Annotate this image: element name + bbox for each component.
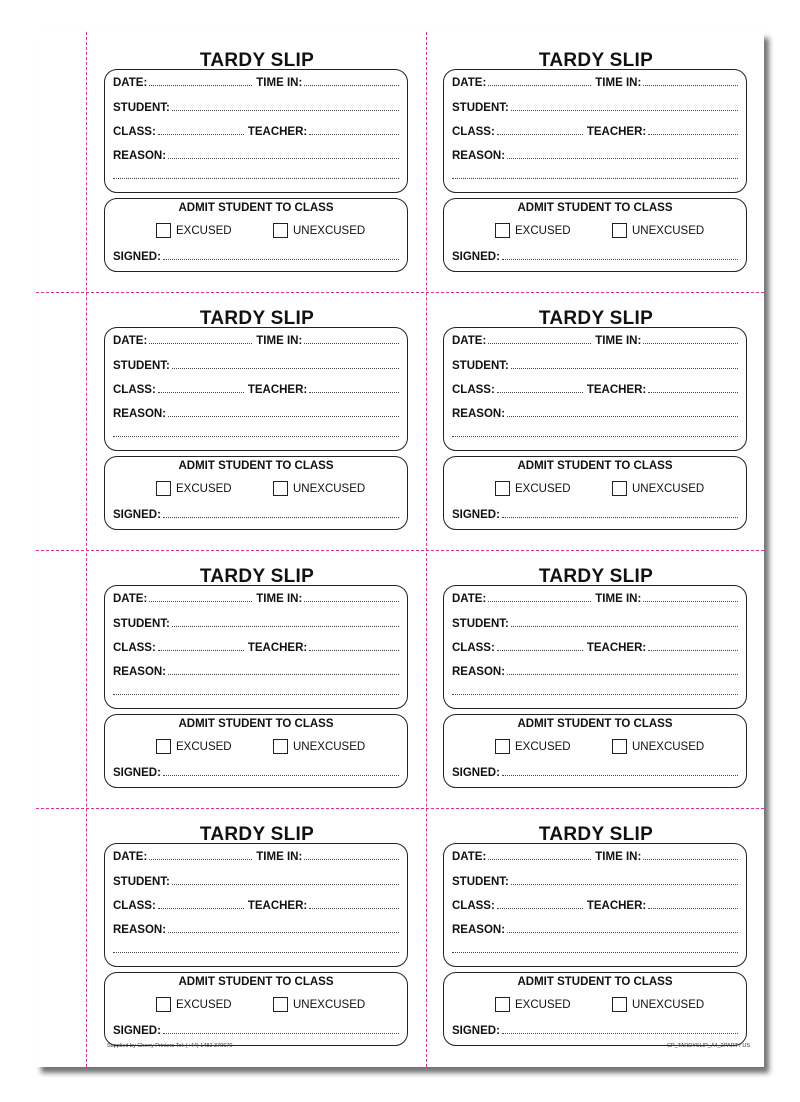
reason-row xyxy=(113,404,399,420)
signed-row xyxy=(113,1021,399,1037)
signed-label: SIGNED: xyxy=(452,767,500,779)
class-label: CLASS: xyxy=(452,126,495,138)
reason-row xyxy=(452,404,738,420)
unexcused-checkbox[interactable] xyxy=(273,739,288,754)
tardy-slip-5 xyxy=(104,548,410,806)
time-in-field[interactable] xyxy=(304,858,399,860)
reason-extra-row xyxy=(113,682,399,698)
student-label: STUDENT: xyxy=(452,102,509,114)
admit-label: ADMIT STUDENT TO CLASS xyxy=(178,202,334,214)
class-field[interactable] xyxy=(497,649,583,651)
date-field[interactable] xyxy=(488,600,591,602)
date-field[interactable] xyxy=(149,342,252,344)
reason-label: REASON: xyxy=(452,924,506,936)
excused-checkbox[interactable] xyxy=(495,481,510,496)
tardy-slip-sheet xyxy=(36,32,764,1067)
reason-label: REASON: xyxy=(113,666,167,678)
date-time-row xyxy=(113,589,399,605)
reason-extra-row xyxy=(452,166,738,182)
student-field[interactable] xyxy=(511,109,738,111)
unexcused-checkbox[interactable] xyxy=(612,997,627,1012)
signed-field[interactable] xyxy=(163,516,399,518)
admit-label: ADMIT STUDENT TO CLASS xyxy=(178,718,334,730)
excused-checkbox[interactable] xyxy=(495,739,510,754)
student-label: STUDENT: xyxy=(113,876,170,888)
teacher-label: TEACHER: xyxy=(247,900,308,912)
reason-extra-field[interactable] xyxy=(113,177,399,179)
unexcused-option[interactable] xyxy=(612,997,704,1012)
tardy-slip-3 xyxy=(104,290,410,548)
excused-option[interactable] xyxy=(495,997,571,1012)
unexcused-checkbox[interactable] xyxy=(273,481,288,496)
student-field[interactable] xyxy=(511,883,738,885)
admit-box xyxy=(443,972,747,1046)
teacher-field[interactable] xyxy=(309,391,399,393)
time-in-label: TIME IN: xyxy=(256,77,303,89)
admit-label: ADMIT STUDENT TO CLASS xyxy=(517,718,673,730)
date-field[interactable] xyxy=(488,84,591,86)
reason-extra-field[interactable] xyxy=(452,435,738,437)
reason-label: REASON: xyxy=(113,408,167,420)
excused-option[interactable] xyxy=(495,481,571,496)
unexcused-option[interactable] xyxy=(273,997,365,1012)
teacher-label: TEACHER: xyxy=(586,642,647,654)
teacher-label: TEACHER: xyxy=(586,126,647,138)
date-time-row xyxy=(452,331,738,347)
class-teacher-row xyxy=(113,896,399,912)
student-row xyxy=(113,872,399,888)
student-row xyxy=(452,872,738,888)
date-label: DATE: xyxy=(113,77,148,89)
class-label: CLASS: xyxy=(113,126,156,138)
slip-title: TARDY SLIP xyxy=(538,50,654,71)
excused-checkbox[interactable] xyxy=(156,739,171,754)
unexcused-label: UNEXCUSED xyxy=(632,740,705,753)
reason-field[interactable] xyxy=(168,931,399,933)
slip-details-box xyxy=(443,69,747,193)
signed-label: SIGNED: xyxy=(452,251,500,263)
student-field[interactable] xyxy=(172,625,399,627)
time-in-label: TIME IN: xyxy=(595,335,642,347)
slip-title: TARDY SLIP xyxy=(199,824,315,845)
teacher-field[interactable] xyxy=(648,133,738,135)
student-row xyxy=(452,356,738,372)
reason-label: REASON: xyxy=(113,924,167,936)
excused-option[interactable] xyxy=(156,223,232,238)
date-label: DATE: xyxy=(113,851,148,863)
unexcused-option[interactable] xyxy=(273,481,365,496)
date-field[interactable] xyxy=(149,600,252,602)
reason-field[interactable] xyxy=(507,673,738,675)
class-field[interactable] xyxy=(497,133,583,135)
date-field[interactable] xyxy=(488,342,591,344)
unexcused-checkbox[interactable] xyxy=(273,223,288,238)
tardy-slip-4 xyxy=(443,290,749,548)
signed-label: SIGNED: xyxy=(452,509,500,521)
teacher-field[interactable] xyxy=(309,907,399,909)
date-label: DATE: xyxy=(452,851,487,863)
reason-extra-field[interactable] xyxy=(113,435,399,437)
unexcused-checkbox[interactable] xyxy=(612,739,627,754)
date-label: DATE: xyxy=(113,335,148,347)
excused-label: EXCUSED xyxy=(515,224,571,237)
admit-box xyxy=(443,456,747,530)
time-in-label: TIME IN: xyxy=(256,851,303,863)
class-teacher-row xyxy=(452,638,738,654)
excused-label: EXCUSED xyxy=(176,740,232,753)
teacher-label: TEACHER: xyxy=(586,900,647,912)
reason-row xyxy=(452,146,738,162)
reason-field[interactable] xyxy=(507,931,738,933)
excused-checkbox[interactable] xyxy=(495,223,510,238)
student-field[interactable] xyxy=(511,367,738,369)
reason-extra-row xyxy=(452,682,738,698)
reason-label: REASON: xyxy=(452,150,506,162)
teacher-label: TEACHER: xyxy=(586,384,647,396)
excused-label: EXCUSED xyxy=(176,482,232,495)
admit-label: ADMIT STUDENT TO CLASS xyxy=(517,976,673,988)
student-row xyxy=(452,614,738,630)
reason-row xyxy=(113,146,399,162)
time-in-field[interactable] xyxy=(304,84,399,86)
class-field[interactable] xyxy=(158,649,244,651)
admit-box xyxy=(104,972,408,1046)
reason-extra-row xyxy=(452,424,738,440)
class-label: CLASS: xyxy=(113,384,156,396)
admit-label: ADMIT STUDENT TO CLASS xyxy=(517,202,673,214)
time-in-field[interactable] xyxy=(304,600,399,602)
signed-field[interactable] xyxy=(163,258,399,260)
time-in-field[interactable] xyxy=(643,342,738,344)
signed-row xyxy=(452,1021,738,1037)
date-label: DATE: xyxy=(113,593,148,605)
admit-label: ADMIT STUDENT TO CLASS xyxy=(517,460,673,472)
class-teacher-row xyxy=(113,380,399,396)
teacher-field[interactable] xyxy=(309,649,399,651)
excused-label: EXCUSED xyxy=(515,482,571,495)
student-label: STUDENT: xyxy=(452,360,509,372)
unexcused-checkbox[interactable] xyxy=(612,481,627,496)
reason-extra-row xyxy=(452,940,738,956)
unexcused-option[interactable] xyxy=(273,223,365,238)
time-in-field[interactable] xyxy=(643,600,738,602)
student-label: STUDENT: xyxy=(452,876,509,888)
reason-field[interactable] xyxy=(168,673,399,675)
excused-checkbox[interactable] xyxy=(156,997,171,1012)
signed-field[interactable] xyxy=(502,516,738,518)
footer-code: CP_TARDYSLIP_A4_2PART / US xyxy=(666,1043,750,1049)
excused-option[interactable] xyxy=(495,223,571,238)
excused-option[interactable] xyxy=(495,739,571,754)
slip-details-box xyxy=(104,327,408,451)
excused-checkbox[interactable] xyxy=(495,997,510,1012)
unexcused-option[interactable] xyxy=(273,739,365,754)
signed-field[interactable] xyxy=(502,258,738,260)
class-label: CLASS: xyxy=(113,642,156,654)
admit-box xyxy=(104,456,408,530)
admit-box xyxy=(443,714,747,788)
slip-title: TARDY SLIP xyxy=(199,566,315,587)
reason-label: REASON: xyxy=(113,150,167,162)
date-time-row xyxy=(113,331,399,347)
tardy-slip-7 xyxy=(104,806,410,1064)
reason-extra-field[interactable] xyxy=(452,177,738,179)
student-row xyxy=(452,98,738,114)
unexcused-option[interactable] xyxy=(612,481,704,496)
unexcused-option[interactable] xyxy=(612,739,704,754)
excused-label: EXCUSED xyxy=(515,740,571,753)
signed-row xyxy=(452,505,738,521)
class-teacher-row xyxy=(452,122,738,138)
teacher-field[interactable] xyxy=(309,133,399,135)
slip-title: TARDY SLIP xyxy=(538,308,654,329)
date-label: DATE: xyxy=(452,77,487,89)
teacher-field[interactable] xyxy=(648,391,738,393)
time-in-field[interactable] xyxy=(643,858,738,860)
reason-extra-field[interactable] xyxy=(452,951,738,953)
signed-row xyxy=(113,505,399,521)
signed-field[interactable] xyxy=(502,1032,738,1034)
reason-extra-field[interactable] xyxy=(452,693,738,695)
student-label: STUDENT: xyxy=(113,360,170,372)
slip-title: TARDY SLIP xyxy=(538,824,654,845)
reason-row xyxy=(452,662,738,678)
unexcused-label: UNEXCUSED xyxy=(293,740,366,753)
reason-label: REASON: xyxy=(452,666,506,678)
signed-label: SIGNED: xyxy=(452,1025,500,1037)
class-label: CLASS: xyxy=(452,384,495,396)
excused-option[interactable] xyxy=(156,481,232,496)
date-label: DATE: xyxy=(452,593,487,605)
admit-label: ADMIT STUDENT TO CLASS xyxy=(178,460,334,472)
reason-field[interactable] xyxy=(507,157,738,159)
tardy-slip-1 xyxy=(104,32,410,290)
reason-row xyxy=(452,920,738,936)
reason-field[interactable] xyxy=(168,157,399,159)
time-in-label: TIME IN: xyxy=(595,851,642,863)
footer-supplier: Supplied by Cherry Printers Tel: (+44) 1482 370670 xyxy=(107,1043,233,1049)
teacher-label: TEACHER: xyxy=(247,126,308,138)
reason-field[interactable] xyxy=(168,415,399,417)
excused-label: EXCUSED xyxy=(176,224,232,237)
class-label: CLASS: xyxy=(452,642,495,654)
excused-option[interactable] xyxy=(156,739,232,754)
class-teacher-row xyxy=(452,380,738,396)
student-field[interactable] xyxy=(172,367,399,369)
class-field[interactable] xyxy=(497,391,583,393)
tardy-slip-6 xyxy=(443,548,749,806)
time-in-label: TIME IN: xyxy=(256,593,303,605)
unexcused-option[interactable] xyxy=(612,223,704,238)
reason-extra-row xyxy=(113,424,399,440)
time-in-label: TIME IN: xyxy=(595,593,642,605)
class-teacher-row xyxy=(113,122,399,138)
student-label: STUDENT: xyxy=(113,102,170,114)
slip-details-box xyxy=(104,585,408,709)
unexcused-checkbox[interactable] xyxy=(273,997,288,1012)
slip-details-box xyxy=(443,585,747,709)
unexcused-label: UNEXCUSED xyxy=(293,482,366,495)
student-field[interactable] xyxy=(172,883,399,885)
class-field[interactable] xyxy=(497,907,583,909)
teacher-label: TEACHER: xyxy=(247,642,308,654)
date-field[interactable] xyxy=(488,858,591,860)
slip-title: TARDY SLIP xyxy=(199,308,315,329)
reason-extra-field[interactable] xyxy=(113,693,399,695)
admit-box xyxy=(104,198,408,272)
student-row xyxy=(113,356,399,372)
slip-details-box xyxy=(443,327,747,451)
reason-extra-row xyxy=(113,940,399,956)
student-row xyxy=(113,98,399,114)
excused-checkbox[interactable] xyxy=(156,223,171,238)
excused-label: EXCUSED xyxy=(515,998,571,1011)
date-time-row xyxy=(452,589,738,605)
reason-extra-field[interactable] xyxy=(113,951,399,953)
date-label: DATE: xyxy=(452,335,487,347)
student-row xyxy=(113,614,399,630)
class-teacher-row xyxy=(113,638,399,654)
signed-label: SIGNED: xyxy=(113,509,161,521)
date-time-row xyxy=(113,847,399,863)
slip-details-box xyxy=(104,843,408,967)
slip-details-box xyxy=(443,843,747,967)
slip-title: TARDY SLIP xyxy=(538,566,654,587)
unexcused-checkbox[interactable] xyxy=(612,223,627,238)
excused-checkbox[interactable] xyxy=(156,481,171,496)
reason-field[interactable] xyxy=(507,415,738,417)
signed-field[interactable] xyxy=(163,774,399,776)
time-in-label: TIME IN: xyxy=(595,77,642,89)
signed-row xyxy=(113,763,399,779)
class-teacher-row xyxy=(452,896,738,912)
signed-row xyxy=(113,247,399,263)
signed-label: SIGNED: xyxy=(113,767,161,779)
reason-label: REASON: xyxy=(452,408,506,420)
date-field[interactable] xyxy=(149,858,252,860)
class-label: CLASS: xyxy=(113,900,156,912)
signed-label: SIGNED: xyxy=(113,1025,161,1037)
unexcused-label: UNEXCUSED xyxy=(632,998,705,1011)
student-field[interactable] xyxy=(172,109,399,111)
signed-row xyxy=(452,763,738,779)
signed-row xyxy=(452,247,738,263)
student-label: STUDENT: xyxy=(113,618,170,630)
admit-label: ADMIT STUDENT TO CLASS xyxy=(178,976,334,988)
student-label: STUDENT: xyxy=(452,618,509,630)
class-field[interactable] xyxy=(158,133,244,135)
date-time-row xyxy=(452,847,738,863)
tardy-slip-2 xyxy=(443,32,749,290)
time-in-field[interactable] xyxy=(304,342,399,344)
reason-extra-row xyxy=(113,166,399,182)
date-time-row xyxy=(452,73,738,89)
admit-box xyxy=(104,714,408,788)
unexcused-label: UNEXCUSED xyxy=(293,224,366,237)
excused-label: EXCUSED xyxy=(176,998,232,1011)
tardy-slip-8 xyxy=(443,806,749,1064)
time-in-field[interactable] xyxy=(643,84,738,86)
date-field[interactable] xyxy=(149,84,252,86)
class-field[interactable] xyxy=(158,907,244,909)
unexcused-label: UNEXCUSED xyxy=(293,998,366,1011)
class-label: CLASS: xyxy=(452,900,495,912)
reason-row xyxy=(113,662,399,678)
time-in-label: TIME IN: xyxy=(256,335,303,347)
signed-field[interactable] xyxy=(163,1032,399,1034)
signed-field[interactable] xyxy=(502,774,738,776)
teacher-label: TEACHER: xyxy=(247,384,308,396)
date-time-row xyxy=(113,73,399,89)
teacher-field[interactable] xyxy=(648,907,738,909)
unexcused-label: UNEXCUSED xyxy=(632,482,705,495)
signed-label: SIGNED: xyxy=(113,251,161,263)
excused-option[interactable] xyxy=(156,997,232,1012)
student-field[interactable] xyxy=(511,625,738,627)
slip-details-box xyxy=(104,69,408,193)
admit-box xyxy=(443,198,747,272)
unexcused-label: UNEXCUSED xyxy=(632,224,705,237)
reason-row xyxy=(113,920,399,936)
class-field[interactable] xyxy=(158,391,244,393)
slip-title: TARDY SLIP xyxy=(199,50,315,71)
teacher-field[interactable] xyxy=(648,649,738,651)
